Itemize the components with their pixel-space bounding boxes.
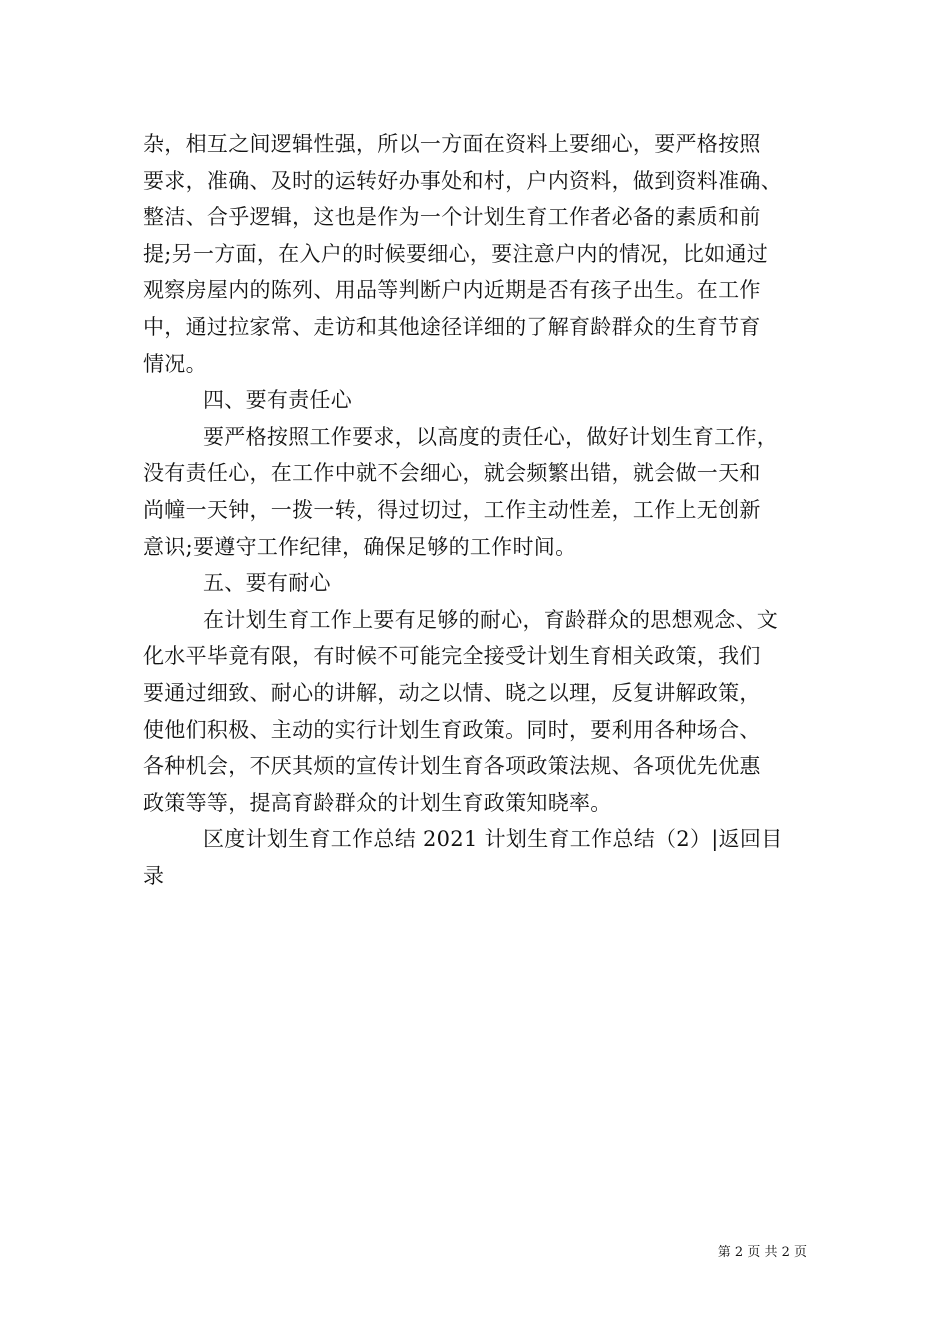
section-heading: 五、要有耐心 <box>203 571 331 596</box>
text-line: 各种机会，不厌其烦的宣传计划生育各项政策法规、各项优先优惠 <box>143 754 761 779</box>
text-line: 没有责任心，在工作中就不会细心，就会频繁出错，就会做一天和 <box>143 461 761 486</box>
text-line: 政策等等，提高育龄群众的计划生育政策知晓率。 <box>143 790 612 815</box>
section-heading: 四、要有责任心 <box>203 388 353 413</box>
text-line: 整洁、合乎逻辑，这也是作为一个计划生育工作者必备的素质和前 <box>143 205 761 230</box>
text-line: 化水平毕竟有限，有时候不可能完全接受计划生育相关政策，我们 <box>143 644 761 669</box>
paragraph-first-line: 要严格按照工作要求，以高度的责任心，做好计划生育工作， <box>203 424 779 449</box>
return-to-contents-link-continued[interactable]: 录 <box>143 863 165 888</box>
text-line: 要通过细致、耐心的讲解，动之以情、晓之以理，反复讲解政策， <box>143 680 761 705</box>
text-line: 使他们积极、主动的实行计划生育政策。同时，要利用各种场合、 <box>143 717 761 742</box>
text-line: 情况。 <box>143 351 207 376</box>
text-line: 中，通过拉家常、走访和其他途径详细的了解育龄群众的生育节育 <box>143 314 761 339</box>
text-line: 尚幢一天钟，一拨一转，得过切过，工作主动性差，工作上无创新 <box>143 497 761 522</box>
text-line: 杂，相互之间逻辑性强，所以一方面在资料上要细心，要严格按照 <box>143 132 761 156</box>
text-line: 提;另一方面，在入户的时候要细心，要注意户内的情况，比如通过 <box>143 241 769 266</box>
paragraph-first-line: 在计划生育工作上要有足够的耐心，育龄群众的思想观念、文 <box>203 607 779 632</box>
text-line: 观察房屋内的陈列、用品等判断户内近期是否有孩子出生。在工作 <box>143 278 761 303</box>
page-number: 第 2 页 共 2 页 <box>717 1245 807 1260</box>
text-line: 要求，准确、及时的运转好办事处和村，户内资料，做到资料准确、 <box>143 168 782 193</box>
document-body <box>143 126 815 894</box>
text-line: 意识;要遵守工作纪律，确保足够的工作时间。 <box>143 534 577 559</box>
return-to-contents-link[interactable]: 区度计划生育工作总结 2021 计划生育工作总结（2）|返回目 <box>203 827 783 852</box>
